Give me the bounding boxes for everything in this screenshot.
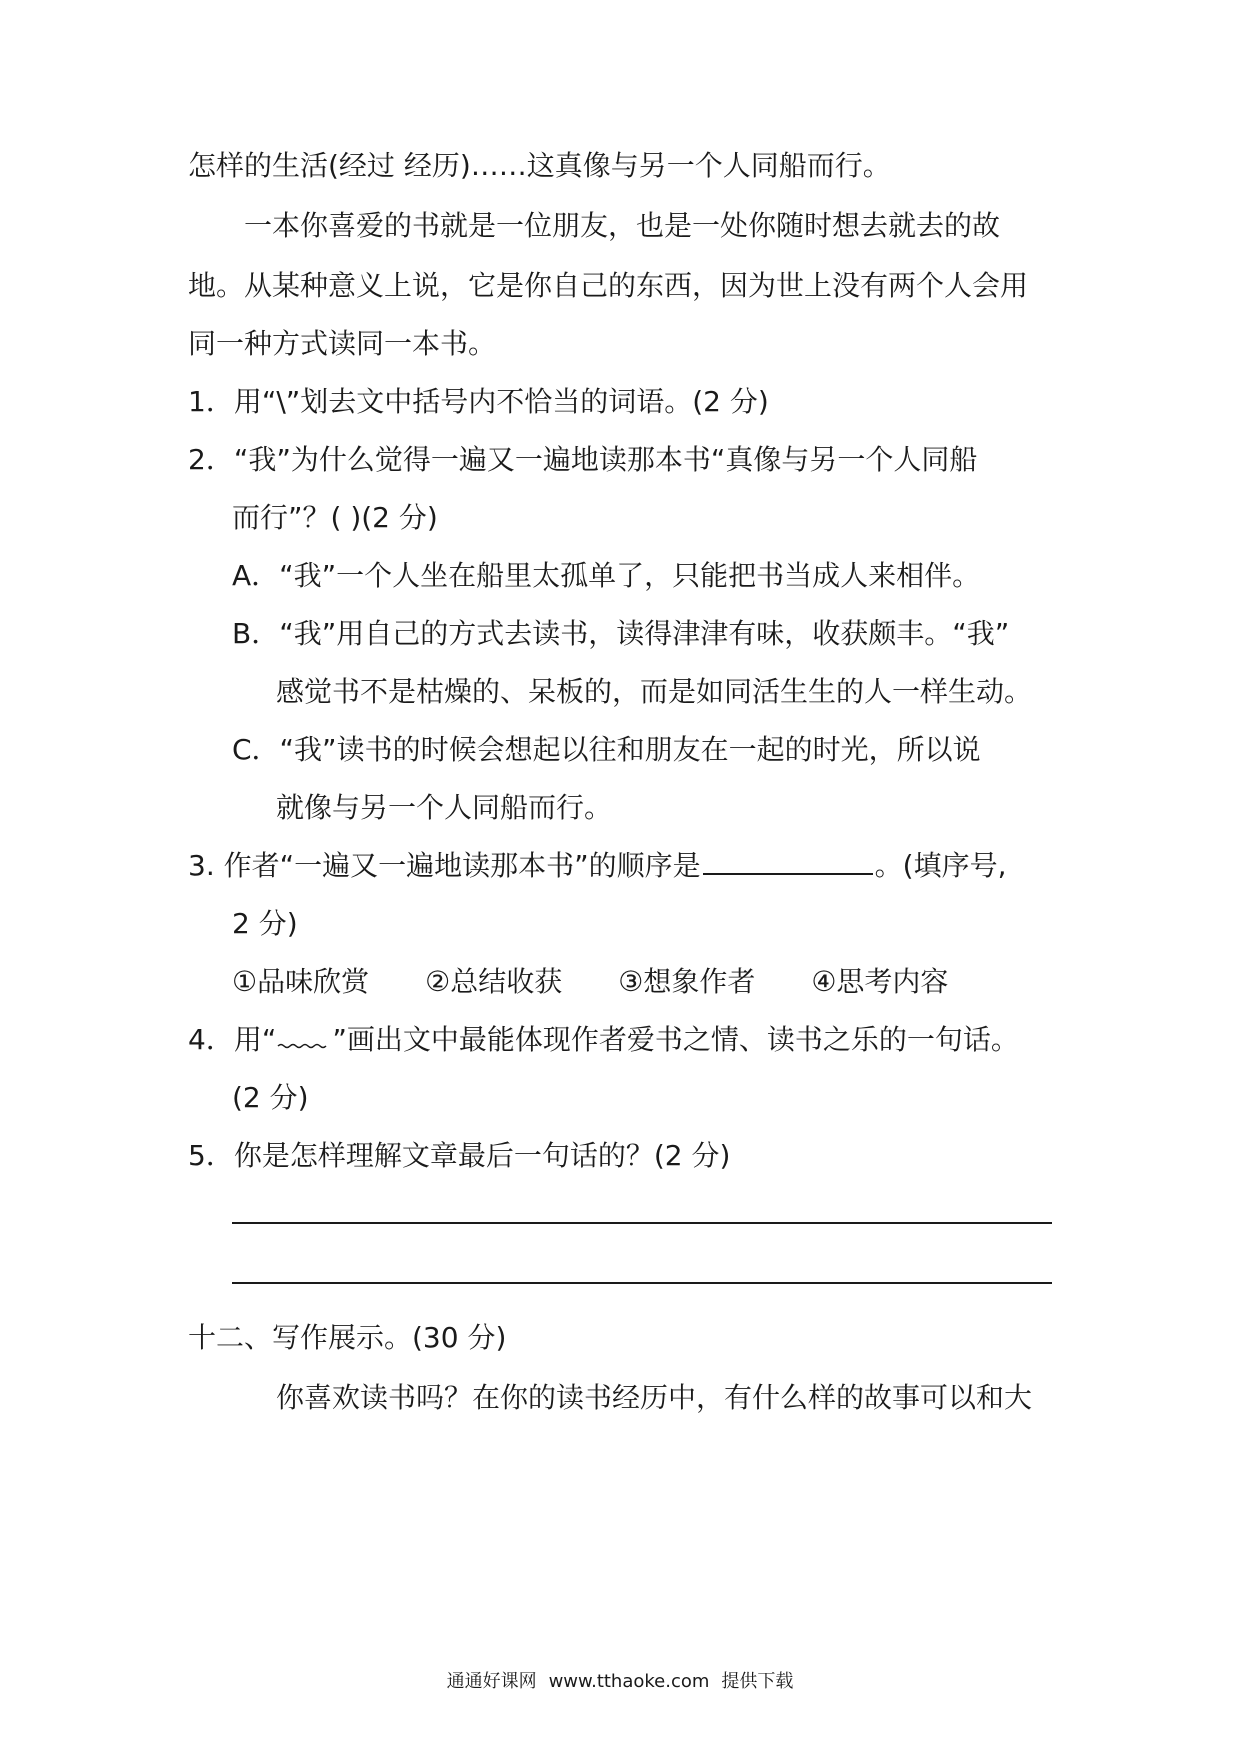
- question-1: 1．用“\”划去文中括号内不恰当的词语。(2 分): [188, 385, 769, 418]
- option-c-line-2: 就像与另一个人同船而行。: [276, 791, 613, 824]
- choice-1: ①品味欣赏: [232, 965, 370, 998]
- answer-line-1[interactable]: [232, 1222, 1052, 1224]
- choice-2: ②总结收获: [425, 965, 563, 998]
- section-12-title: 十二、写作展示。(30 分): [188, 1321, 507, 1354]
- passage-line-1: 怎样的生活(经过 经历)……这真像与另一个人同船而行。: [188, 149, 891, 182]
- answer-blank[interactable]: [703, 847, 873, 875]
- wavy-underline-icon: [276, 1029, 332, 1049]
- question-5: 5．你是怎样理解文章最后一句话的？(2 分): [188, 1139, 731, 1172]
- option-b-line-1: B．“我”用自己的方式去读书，读得津津有味，收获颇丰。“我”: [232, 617, 1010, 650]
- choice-4: ④思考内容: [811, 965, 949, 998]
- question-3-prefix: 3. 作者“一遍又一遍地读那本书”的顺序是: [188, 849, 701, 882]
- question-3-suffix: 。(填序号,: [874, 849, 1007, 882]
- passage-line-3: 地。从某种意义上说，它是你自己的东西，因为世上没有两个人会用: [188, 269, 1029, 302]
- option-c-line-1: C．“我”读书的时候会想起以往和朋友在一起的时光，所以说: [232, 733, 981, 766]
- footer: [0, 1668, 1240, 1696]
- question-4-suffix: ”画出文中最能体现作者爱书之情、读书之乐的一句话。: [332, 1023, 1019, 1056]
- passage-line-4: 同一种方式读同一本书。: [188, 327, 497, 360]
- passage-line-2: 一本你喜爱的书就是一位朋友，也是一处你随时想去就去的故: [244, 209, 1001, 242]
- answer-line-2[interactable]: [232, 1282, 1052, 1284]
- question-4-line-2: (2 分): [232, 1081, 309, 1114]
- choice-3: ③想象作者: [618, 965, 756, 998]
- question-3-choices: [232, 962, 1004, 1002]
- footer-url[interactable]: www.tthaoke.com: [548, 1671, 710, 1692]
- question-4-prefix: 4．用“: [188, 1023, 277, 1056]
- section-12-line-1: 你喜欢读书吗？在你的读书经历中，有什么样的故事可以和大: [276, 1381, 1033, 1414]
- question-2-line-2: 而行”？( )(2 分): [232, 501, 438, 534]
- footer-note: 提供下载: [721, 1671, 794, 1692]
- option-a: A．“我”一个人坐在船里太孤单了，只能把书当成人来相伴。: [232, 559, 981, 592]
- option-b-line-2: 感觉书不是枯燥的、呆板的，而是如同活生生的人一样生动。: [276, 675, 1033, 708]
- footer-site-name: 通通好课网: [446, 1671, 537, 1692]
- question-3-line-1: [188, 846, 1006, 886]
- question-2-line-1: 2．“我”为什么觉得一遍又一遍地读那本书“真像与另一个人同船: [188, 443, 978, 476]
- question-4-line-1: [188, 1020, 1019, 1060]
- question-3-line-2: 2 分): [232, 907, 298, 940]
